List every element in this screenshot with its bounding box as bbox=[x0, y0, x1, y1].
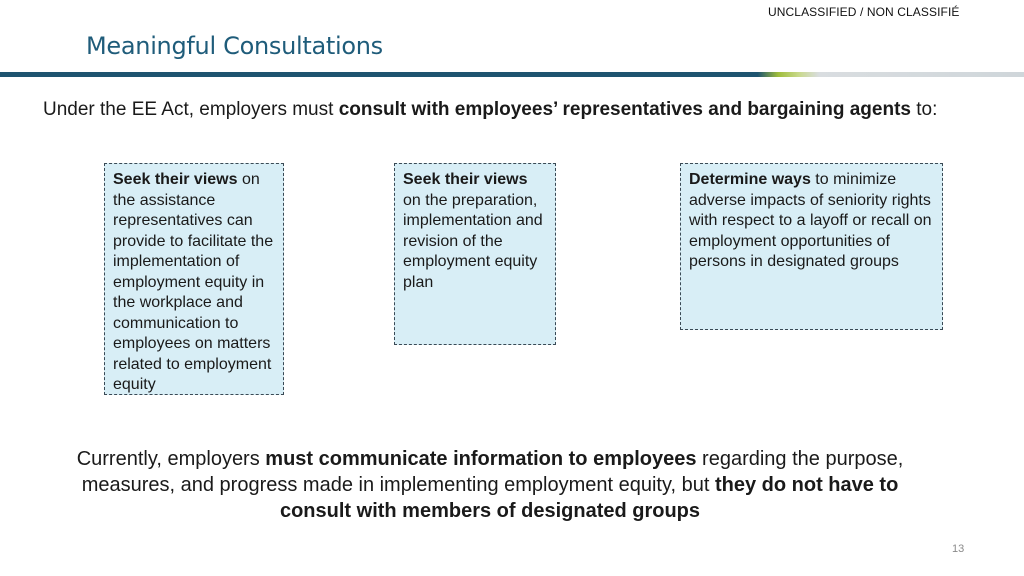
classification-label: UNCLASSIFIED / NON CLASSIFIÉ bbox=[768, 5, 960, 19]
consultation-box-plan bbox=[394, 163, 556, 345]
box-bold-text: Determine ways bbox=[689, 171, 811, 188]
consultation-box-assistance bbox=[104, 163, 284, 395]
footer-paragraph bbox=[60, 446, 920, 524]
footer-text-before: Currently, employers bbox=[76, 448, 266, 470]
box-bold-text: Seek their views bbox=[113, 171, 238, 188]
slide-title: Meaningful Consultations bbox=[86, 32, 383, 60]
intro-text-after: to: bbox=[910, 99, 938, 120]
footer-bold-text-1: must communicate information to employees bbox=[265, 448, 697, 470]
title-divider bbox=[0, 72, 1024, 77]
footer-bold-text-2: they do not have to consult with members of designated groups bbox=[279, 474, 899, 522]
consultation-box-seniority bbox=[680, 163, 943, 330]
intro-paragraph bbox=[43, 97, 963, 123]
box-bold-text: Seek their views bbox=[403, 171, 528, 188]
intro-bold-text: consult with employees’ representatives and bargaining agents bbox=[338, 99, 911, 120]
page-number: 13 bbox=[952, 543, 965, 555]
box-text: on the assistance representatives can provide to facilitate the implementation of employment equity in the workplace and communication to employees on matters related to employment equity bbox=[113, 171, 274, 393]
intro-text-before: Under the EE Act, employers must bbox=[43, 99, 339, 120]
footer-text-middle: regarding the purpose, measures, and progress made in implementing employment equity, but bbox=[81, 448, 904, 496]
box-text: on the preparation, implementation and revision of the employment equity plan bbox=[403, 191, 543, 291]
box-text: to minimize adverse impacts of seniority rights with respect to a layoff or recall on employment opportunities of persons in designated groups bbox=[689, 171, 932, 270]
